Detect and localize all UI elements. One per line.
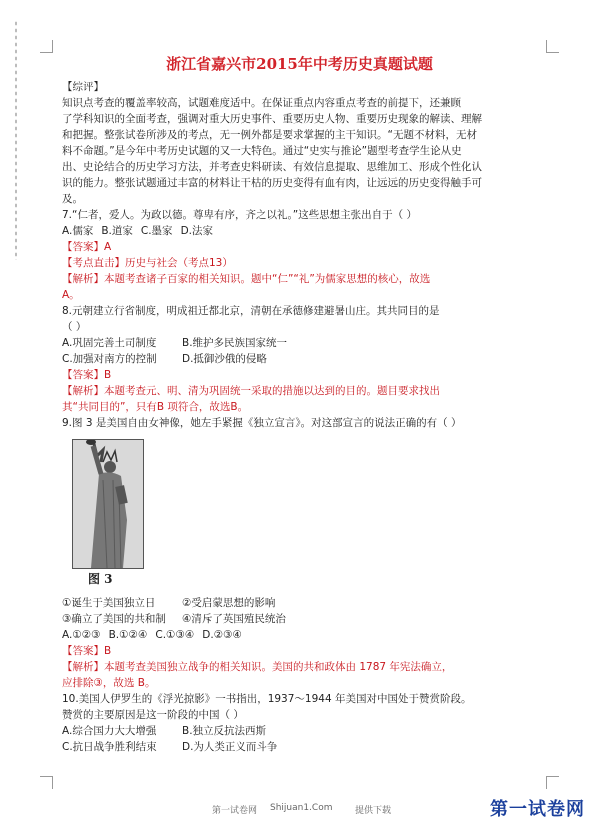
- q9-option-c: C.①③④: [155, 629, 195, 641]
- footer-note: 提供下载: [355, 806, 392, 816]
- q9-answer: 【答案】B: [62, 645, 112, 657]
- crop-mark-bottom-left: [40, 776, 53, 789]
- footer-site-name: 第一试卷网: [212, 806, 258, 816]
- q7-option-d: D.法家: [180, 225, 213, 237]
- review-line: 料不命题。”是今年中考历史试题的又一大特色。通过“史实与推论”题型考查学生论从史: [62, 145, 462, 157]
- q7-point: 【考点直击】历史与社会（考点13）: [62, 257, 233, 269]
- review-line: 知识点考查的覆盖率较高，试题难度适中。在保证重点内容重点考查的前提下，还兼顾: [62, 97, 461, 109]
- review-line: 及。: [62, 193, 83, 205]
- q7-options: [62, 223, 544, 239]
- document-body: [62, 79, 544, 755]
- q8-option-d: D.抵御沙俄的侵略: [182, 353, 267, 365]
- q9-analysis: 【解析】本题考查美国独立战争的相关知识。美国的共和政体由 1787 年宪法确立，: [62, 661, 453, 673]
- crop-mark-bottom-right: [546, 776, 559, 789]
- q9-statement-4: ④清斥了英国殖民统治: [182, 613, 286, 625]
- review-line: 出、史论结合的历史学习方法，并考查史料研读、有效信息提取、思维加工、形成个性化认: [62, 161, 482, 173]
- q8-answer: 【答案】B: [62, 369, 112, 381]
- q8-stem: （ ）: [62, 321, 87, 333]
- review-line: 了学科知识的全面考查，强调对重大历史事件、重要历史人物、重要历史现象的解读、理解: [62, 113, 482, 125]
- brand-logo: 第一试卷网: [490, 799, 585, 820]
- q8-option-a: A.巩固完善土司制度: [62, 337, 157, 349]
- q9-statement-1: ①诞生于美国独立日: [62, 597, 156, 609]
- q9-option-b: B.①②④: [108, 629, 148, 641]
- q8-options: [62, 335, 544, 367]
- review-line: 和把握。整张试卷所涉及的考点，无一例外都是要求掌握的主干知识。“无题不材料，无材: [62, 129, 477, 141]
- q10-options: [62, 723, 544, 755]
- q7-analysis: 【解析】本题考查诸子百家的相关知识。题中“仁”“礼”为儒家思想的核心，故选: [62, 273, 431, 285]
- q9-statement-3: ③确立了美国的共和制: [62, 613, 166, 625]
- q7-answer: 【答案】A: [62, 241, 112, 253]
- statue-of-liberty-image: [72, 439, 144, 569]
- crop-mark-top-left: [40, 40, 53, 53]
- q9-statements: [62, 595, 544, 627]
- q10-option-c: C.抗日战争胜利结束: [62, 741, 157, 753]
- page-title: 浙江省嘉兴市2015年中考历史真题试题: [166, 55, 433, 73]
- q7-analysis: A。: [62, 289, 80, 301]
- q9-option-a: A.①②③: [62, 629, 101, 641]
- q10-option-b: B.独立反抗法西斯: [182, 725, 267, 737]
- review-label: 【综评】: [62, 81, 104, 93]
- footer-site-url[interactable]: Shijuan1.Com: [270, 803, 333, 813]
- q7-option-b: B.道家: [101, 225, 133, 237]
- crop-mark-top-right: [546, 40, 559, 53]
- q8-option-b: B.维护多民族国家统一: [182, 337, 288, 349]
- q10-stem: 10.美国人伊罗生的《浮光掠影》一书指出，1937～1944 年美国对中国处于赞赏阶段。: [62, 693, 472, 705]
- statue-illustration: [73, 440, 143, 568]
- q9-analysis: 应排除③，故选 B。: [62, 677, 156, 689]
- q7-option-a: A.儒家: [62, 225, 94, 237]
- q8-analysis: 【解析】本题考查元、明、清为巩固统一采取的措施以达到的目的。题目要求找出: [62, 385, 440, 397]
- q8-analysis: 其“共同目的”，只有B 项符合，故选B。: [62, 401, 249, 413]
- figure-caption: 图 3: [88, 572, 113, 586]
- q7-option-c: C.墨家: [140, 225, 173, 237]
- q8-option-c: C.加强对南方的控制: [62, 353, 157, 365]
- q9-stem: 9.图 3 是美国自由女神像，她左手紧握《独立宣言》。对这部宣言的说法正确的有（ ）: [62, 417, 462, 429]
- q9-options: [62, 627, 544, 643]
- q9-option-d: D.②③④: [202, 629, 242, 641]
- q7-stem: 7.“仁者，爱人。为政以德。尊卑有序，齐之以礼。”这些思想主张出自于（ ）: [62, 209, 417, 221]
- q10-stem: 赞赏的主要原因是这一阶段的中国（ ）: [62, 709, 244, 721]
- review-line: 识的能力。整张试题通过丰富的材料让干枯的历史变得有血有肉，让远远的历史变得触手可: [62, 177, 482, 189]
- q10-option-d: D.为人类正义而斗争: [182, 741, 278, 753]
- q10-option-a: A.综合国力大大增强: [62, 725, 157, 737]
- q9-statement-2: ②受启蒙思想的影响: [182, 597, 276, 609]
- q8-stem: 8.元朝建立行省制度，明成祖迁都北京，清朝在承德修建避暑山庄。其共同目的是: [62, 305, 440, 317]
